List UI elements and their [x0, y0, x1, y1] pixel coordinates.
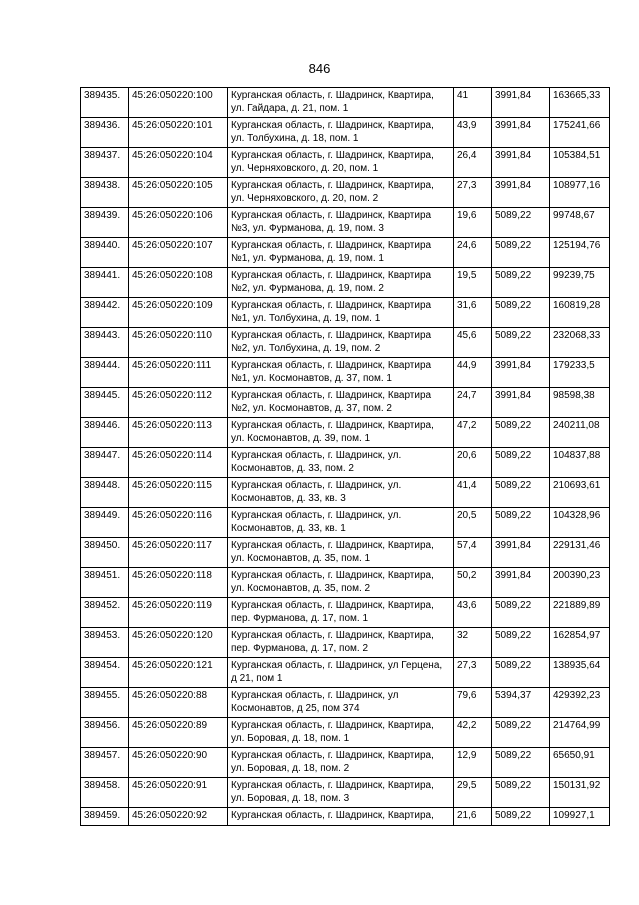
table-row [81, 238, 610, 268]
address-cell: Курганская область, г. Шадринск, Квартира, [228, 808, 454, 826]
row-number-cell: 389440. [81, 238, 129, 268]
rate-cell: 5089,22 [492, 268, 550, 298]
rate-cell: 5089,22 [492, 718, 550, 748]
row-number-cell: 389454. [81, 658, 129, 688]
page-number: 846 [308, 61, 331, 76]
area-cell: 43,6 [454, 598, 492, 628]
address-cell: Курганская область, г. Шадринск, ул Герцена, д 21, пом 1 [228, 658, 454, 688]
row-number-cell: 389443. [81, 328, 129, 358]
cadastral-number-cell: 45:26:050220:113 [129, 418, 228, 448]
cadastral-number-cell: 45:26:050220:115 [129, 478, 228, 508]
table-row [81, 448, 610, 478]
address-cell: Курганская область, г. Шадринск, Квартира, пер. Фурманова, д. 17, пом. 1 [228, 598, 454, 628]
area-cell: 47,2 [454, 418, 492, 448]
cadastral-number-cell: 45:26:050220:111 [129, 358, 228, 388]
rate-cell: 5089,22 [492, 508, 550, 538]
address-cell: Курганская область, г. Шадринск, Квартира №1, ул. Космонавтов, д. 37, пом. 1 [228, 358, 454, 388]
cadastral-number-cell: 45:26:050220:100 [129, 88, 228, 118]
table-row [81, 718, 610, 748]
cadastral-number-cell: 45:26:050220:120 [129, 628, 228, 658]
address-cell: Курганская область, г. Шадринск, Квартира, ул. Боровая, д. 18, пом. 3 [228, 778, 454, 808]
row-number-cell: 389442. [81, 298, 129, 328]
area-cell: 32 [454, 628, 492, 658]
cadastral-value-cell: 104837,88 [550, 448, 610, 478]
row-number-cell: 389446. [81, 418, 129, 448]
cadastral-value-cell: 429392,23 [550, 688, 610, 718]
rate-cell: 3991,84 [492, 118, 550, 148]
area-cell: 45,6 [454, 328, 492, 358]
table-row [81, 778, 610, 808]
cadastral-value-cell: 210693,61 [550, 478, 610, 508]
area-cell: 57,4 [454, 538, 492, 568]
cadastral-value-cell: 150131,92 [550, 778, 610, 808]
row-number-cell: 389448. [81, 478, 129, 508]
address-cell: Курганская область, г. Шадринск, Квартира, ул. Космонавтов, д. 35, пом. 2 [228, 568, 454, 598]
table-row [81, 178, 610, 208]
cadastral-number-cell: 45:26:050220:106 [129, 208, 228, 238]
rate-cell: 5089,22 [492, 808, 550, 826]
rate-cell: 3991,84 [492, 178, 550, 208]
cadastral-number-cell: 45:26:050220:116 [129, 508, 228, 538]
address-cell: Курганская область, г. Шадринск, Квартира №3, ул. Фурманова, д. 19, пом. 3 [228, 208, 454, 238]
rate-cell: 5089,22 [492, 628, 550, 658]
area-cell: 29,5 [454, 778, 492, 808]
address-cell: Курганская область, г. Шадринск, Квартира №2, ул. Толбухина, д. 19, пом. 2 [228, 328, 454, 358]
table-row [81, 538, 610, 568]
address-cell: Курганская область, г. Шадринск, Квартира №1, ул. Фурманова, д. 19, пом. 1 [228, 238, 454, 268]
rate-cell: 5089,22 [492, 238, 550, 268]
row-number-cell: 389435. [81, 88, 129, 118]
cadastral-number-cell: 45:26:050220:108 [129, 268, 228, 298]
table-row [81, 658, 610, 688]
area-cell: 50,2 [454, 568, 492, 598]
rate-cell: 5089,22 [492, 298, 550, 328]
address-cell: Курганская область, г. Шадринск, ул Космонавтов, д 25, пом 374 [228, 688, 454, 718]
table-row [81, 628, 610, 658]
registry-table [80, 87, 610, 826]
area-cell: 21,6 [454, 808, 492, 826]
address-cell: Курганская область, г. Шадринск, Квартира, ул. Черняховского, д. 20, пом. 2 [228, 178, 454, 208]
cadastral-value-cell: 175241,66 [550, 118, 610, 148]
cadastral-number-cell: 45:26:050220:112 [129, 388, 228, 418]
cadastral-value-cell: 221889,89 [550, 598, 610, 628]
table-row [81, 358, 610, 388]
table-row [81, 478, 610, 508]
rate-cell: 5089,22 [492, 598, 550, 628]
cadastral-value-cell: 163665,33 [550, 88, 610, 118]
area-cell: 26,4 [454, 148, 492, 178]
rate-cell: 3991,84 [492, 88, 550, 118]
address-cell: Курганская область, г. Шадринск, Квартира, пер. Фурманова, д. 17, пом. 2 [228, 628, 454, 658]
area-cell: 27,3 [454, 658, 492, 688]
area-cell: 27,3 [454, 178, 492, 208]
address-cell: Курганская область, г. Шадринск, ул. Космонавтов, д. 33, кв. 1 [228, 508, 454, 538]
cadastral-value-cell: 108977,16 [550, 178, 610, 208]
cadastral-value-cell: 98598,38 [550, 388, 610, 418]
area-cell: 19,5 [454, 268, 492, 298]
cadastral-number-cell: 45:26:050220:104 [129, 148, 228, 178]
table-row [81, 418, 610, 448]
cadastral-number-cell: 45:26:050220:121 [129, 658, 228, 688]
table-row [81, 88, 610, 118]
area-cell: 20,5 [454, 508, 492, 538]
cadastral-number-cell: 45:26:050220:105 [129, 178, 228, 208]
rate-cell: 3991,84 [492, 538, 550, 568]
cadastral-value-cell: 105384,51 [550, 148, 610, 178]
address-cell: Курганская область, г. Шадринск, Квартира №2, ул. Фурманова, д. 19, пом. 2 [228, 268, 454, 298]
table-row [81, 298, 610, 328]
address-cell: Курганская область, г. Шадринск, Квартира, ул. Гайдара, д. 21, пом. 1 [228, 88, 454, 118]
cadastral-number-cell: 45:26:050220:101 [129, 118, 228, 148]
area-cell: 41,4 [454, 478, 492, 508]
cadastral-value-cell: 232068,33 [550, 328, 610, 358]
cadastral-value-cell: 229131,46 [550, 538, 610, 568]
rate-cell: 3991,84 [492, 148, 550, 178]
row-number-cell: 389437. [81, 148, 129, 178]
area-cell: 12,9 [454, 748, 492, 778]
registry-table-body [81, 88, 610, 826]
area-cell: 20,6 [454, 448, 492, 478]
rate-cell: 5089,22 [492, 658, 550, 688]
row-number-cell: 389456. [81, 718, 129, 748]
cadastral-value-cell: 65650,91 [550, 748, 610, 778]
area-cell: 42,2 [454, 718, 492, 748]
address-cell: Курганская область, г. Шадринск, Квартира, ул. Боровая, д. 18, пом. 2 [228, 748, 454, 778]
cadastral-value-cell: 200390,23 [550, 568, 610, 598]
cadastral-number-cell: 45:26:050220:91 [129, 778, 228, 808]
cadastral-value-cell: 104328,96 [550, 508, 610, 538]
row-number-cell: 389441. [81, 268, 129, 298]
rate-cell: 3991,84 [492, 358, 550, 388]
rate-cell: 3991,84 [492, 388, 550, 418]
table-row [81, 508, 610, 538]
row-number-cell: 389449. [81, 508, 129, 538]
table-row [81, 598, 610, 628]
cadastral-number-cell: 45:26:050220:117 [129, 538, 228, 568]
cadastral-number-cell: 45:26:050220:107 [129, 238, 228, 268]
cadastral-number-cell: 45:26:050220:118 [129, 568, 228, 598]
address-cell: Курганская область, г. Шадринск, Квартира, ул. Космонавтов, д. 39, пом. 1 [228, 418, 454, 448]
cadastral-number-cell: 45:26:050220:88 [129, 688, 228, 718]
rate-cell: 5089,22 [492, 208, 550, 238]
area-cell: 24,6 [454, 238, 492, 268]
row-number-cell: 389458. [81, 778, 129, 808]
row-number-cell: 389444. [81, 358, 129, 388]
rate-cell: 5089,22 [492, 778, 550, 808]
rate-cell: 5089,22 [492, 748, 550, 778]
address-cell: Курганская область, г. Шадринск, Квартира, ул. Боровая, д. 18, пом. 1 [228, 718, 454, 748]
area-cell: 44,9 [454, 358, 492, 388]
table-row [81, 208, 610, 238]
area-cell: 31,6 [454, 298, 492, 328]
row-number-cell: 389451. [81, 568, 129, 598]
cadastral-number-cell: 45:26:050220:89 [129, 718, 228, 748]
cadastral-value-cell: 99239,75 [550, 268, 610, 298]
cadastral-number-cell: 45:26:050220:119 [129, 598, 228, 628]
table-row [81, 328, 610, 358]
area-cell: 19,6 [454, 208, 492, 238]
row-number-cell: 389439. [81, 208, 129, 238]
address-cell: Курганская область, г. Шадринск, Квартира, ул. Толбухина, д. 18, пом. 1 [228, 118, 454, 148]
cadastral-value-cell: 162854,97 [550, 628, 610, 658]
rate-cell: 5394,37 [492, 688, 550, 718]
table-row [81, 568, 610, 598]
row-number-cell: 389438. [81, 178, 129, 208]
rate-cell: 5089,22 [492, 418, 550, 448]
table-row [81, 808, 610, 826]
table-row [81, 268, 610, 298]
cadastral-value-cell: 160819,28 [550, 298, 610, 328]
rate-cell: 5089,22 [492, 328, 550, 358]
table-row [81, 148, 610, 178]
address-cell: Курганская область, г. Шадринск, Квартира №1, ул. Толбухина, д. 19, пом. 1 [228, 298, 454, 328]
rate-cell: 3991,84 [492, 568, 550, 598]
cadastral-number-cell: 45:26:050220:90 [129, 748, 228, 778]
row-number-cell: 389453. [81, 628, 129, 658]
cadastral-value-cell: 99748,67 [550, 208, 610, 238]
address-cell: Курганская область, г. Шадринск, Квартира, ул. Черняховского, д. 20, пом. 1 [228, 148, 454, 178]
row-number-cell: 389459. [81, 808, 129, 826]
address-cell: Курганская область, г. Шадринск, ул. Космонавтов, д. 33, пом. 2 [228, 448, 454, 478]
cadastral-value-cell: 109927,1 [550, 808, 610, 826]
row-number-cell: 389445. [81, 388, 129, 418]
cadastral-number-cell: 45:26:050220:114 [129, 448, 228, 478]
area-cell: 41 [454, 88, 492, 118]
table-row [81, 688, 610, 718]
cadastral-number-cell: 45:26:050220:110 [129, 328, 228, 358]
cadastral-value-cell: 138935,64 [550, 658, 610, 688]
row-number-cell: 389457. [81, 748, 129, 778]
rate-cell: 5089,22 [492, 448, 550, 478]
cadastral-number-cell: 45:26:050220:92 [129, 808, 228, 826]
cadastral-number-cell: 45:26:050220:109 [129, 298, 228, 328]
table-row [81, 388, 610, 418]
row-number-cell: 389455. [81, 688, 129, 718]
area-cell: 79,6 [454, 688, 492, 718]
area-cell: 43,9 [454, 118, 492, 148]
rate-cell: 5089,22 [492, 478, 550, 508]
cadastral-value-cell: 214764,99 [550, 718, 610, 748]
table-row [81, 748, 610, 778]
row-number-cell: 389450. [81, 538, 129, 568]
row-number-cell: 389447. [81, 448, 129, 478]
row-number-cell: 389436. [81, 118, 129, 148]
area-cell: 24,7 [454, 388, 492, 418]
table-row [81, 118, 610, 148]
cadastral-value-cell: 125194,76 [550, 238, 610, 268]
address-cell: Курганская область, г. Шадринск, Квартира, ул. Космонавтов, д. 35, пом. 1 [228, 538, 454, 568]
cadastral-value-cell: 240211,08 [550, 418, 610, 448]
cadastral-value-cell: 179233,5 [550, 358, 610, 388]
row-number-cell: 389452. [81, 598, 129, 628]
address-cell: Курганская область, г. Шадринск, ул. Космонавтов, д. 33, кв. 3 [228, 478, 454, 508]
address-cell: Курганская область, г. Шадринск, Квартира №2, ул. Космонавтов, д. 37, пом. 2 [228, 388, 454, 418]
